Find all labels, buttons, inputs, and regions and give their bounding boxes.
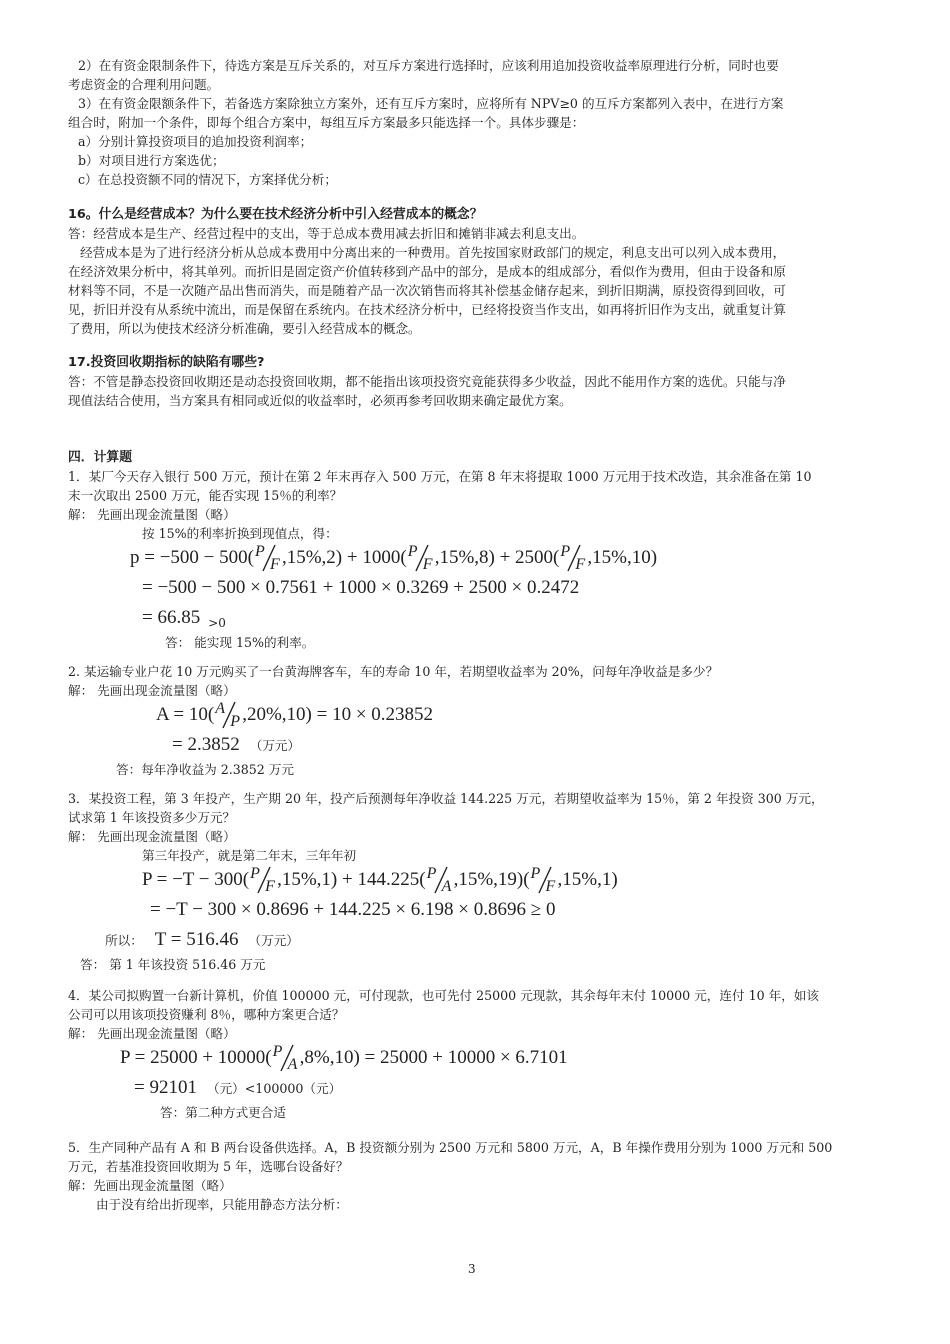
formula-text: p = −500 − 500( xyxy=(130,547,254,568)
fraction-numerator: P xyxy=(250,865,260,882)
text-line: 解： 先画出现金流量图（略） xyxy=(68,507,236,522)
text-line: 经营成本是为了进行经济分析从总成本费用中分离出来的一种费用。首先按国家财政部门的规定，利息支出可以列入成本费用， xyxy=(80,245,786,260)
text-line: 按 15%的利率折换到现值点，得： xyxy=(142,526,338,541)
text-line: 解： 先画出现金流量图（略） xyxy=(68,829,236,844)
text-line: 了费用，所以为使技术经济分析准确，要引入经营成本的概念。 xyxy=(68,321,421,336)
formula xyxy=(134,1073,197,1103)
formula-text: ,15%,1) + 144.225( xyxy=(277,869,426,890)
formula-text: A = 10( xyxy=(156,704,215,725)
text-line: 试求第 1 年该投资多少万元？ xyxy=(68,810,236,825)
formula-text: P = −T − 300( xyxy=(142,869,250,890)
text-line: 答：经营成本是生产、经营过程中的支出，等于总成本费用减去折旧和摊销非减去利息支出。 xyxy=(68,226,585,241)
question-17-heading: 17.投资回收期指标的缺陷有哪些? xyxy=(68,355,265,370)
text-line: 在经济效果分析中，将其单列。而折旧是固定资产价值转移到产品中的部分，是成本的组成部分，看似作为费用，但由于设备和原 xyxy=(68,264,786,279)
fraction-denominator: F xyxy=(422,556,433,573)
formula-text: ,15%,10) xyxy=(587,547,658,568)
formula xyxy=(130,543,657,573)
fraction-numerator: P xyxy=(272,1043,283,1060)
fraction-numerator: P xyxy=(560,543,571,560)
text-line: 解：先画出现金流量图（略） xyxy=(68,1178,232,1193)
text-line: 由于没有给出折现率，只能用静态方法分析： xyxy=(96,1197,348,1212)
document-page xyxy=(68,56,908,1214)
fraction-denominator: F xyxy=(545,878,556,895)
formula-text: P = 25000 + 10000( xyxy=(120,1047,272,1068)
text-line: 第三年投产，就是第二年末，三年年初 xyxy=(142,848,357,863)
fraction-denominator: F xyxy=(265,878,275,895)
factor-fraction xyxy=(272,1043,300,1073)
factor-fraction xyxy=(407,543,435,573)
fraction-numerator: P xyxy=(254,543,265,560)
formula-text: = 2.3852 xyxy=(172,734,240,755)
text-line: 末一次取出 2500 万元，能否实现 15％的利率？ xyxy=(68,488,343,503)
text-line: 公司可以用该项投资赚利 8％，哪种方案更合适？ xyxy=(68,1007,345,1022)
fraction-numerator: A xyxy=(215,700,225,717)
page-number: 3 xyxy=(468,1262,476,1276)
step-a: a）分别计算投资项目的追加投资利润率； xyxy=(78,134,313,149)
text-line: 组合时，附加一个条件，即每个组合方案中，每组互斥方案最多只能选择一个。具体步骤是： xyxy=(68,115,585,130)
text-line: 3．某投资工程，第 3 年投产，生产期 20 年，投产后预测每年净收益 144.225 万元，若期望收益率为 15％，第 2 年投资 300 万元， xyxy=(68,791,824,806)
text-line: 4．某公司拟购置一台新计算机，价值 100000 元，可付现款，也可先付 25000 元现款，其余每年末付 10000 元，连付 10 年，如该 xyxy=(68,988,819,1003)
fraction-numerator: P xyxy=(426,865,437,882)
factor-fraction xyxy=(426,865,454,895)
text-line: 2. 某运输专业户花 10 万元购买了一台黄海牌客车，车的寿命 10 年，若期望收益率为 20%，问每年净收益是多少？ xyxy=(68,664,719,679)
text-line: （万元） xyxy=(248,932,299,948)
step-b: b）对项目进行方案选优； xyxy=(78,153,225,168)
factor-fraction xyxy=(249,865,277,895)
text-line: 解： 先画出现金流量图（略） xyxy=(68,1026,236,1041)
fraction-numerator: P xyxy=(407,543,418,560)
formula xyxy=(150,895,555,925)
text-line: 万元，若基准投资回收期为 5 年，选哪台设备好？ xyxy=(68,1159,349,1174)
fraction-numerator: P xyxy=(530,865,541,882)
formula-text: = 66.85 xyxy=(142,607,201,628)
text-line: 2）在有资金限制条件下，待选方案是互斥关系的，对互斥方案进行选择时，应该利用追加投资收益率原理进行分析，同时也要 xyxy=(78,58,779,73)
text-line: 考虑资金的合理利用问题。 xyxy=(68,77,220,92)
formula xyxy=(156,700,433,730)
formula-text: T = 516.46 xyxy=(154,929,239,950)
question-16-heading: 16。什么是经营成本？为什么要在技术经济分析中引入经营成本的概念？ xyxy=(68,207,483,222)
text-line: 5．生产同种产品有 A 和 B 两台设备供选择。A，B 投资额分别为 2500 万元和 5800 万元，A，B 年操作费用分别为 1000 万元和 500 xyxy=(68,1140,833,1155)
text-line: 所以： xyxy=(105,932,143,948)
formula-text: ,15%,19)( xyxy=(453,869,530,890)
step-c: c）在总投资额不同的情况下，方案择优分析； xyxy=(78,172,337,187)
formula-text: ,15%,1) xyxy=(557,869,618,890)
formula-text: ,20%,10) = 10 × 0.23852 xyxy=(242,704,434,725)
text-line: 现值法结合使用，当方案具有相同或近似的收益率时，必须再参考回收期来确定最优方案。 xyxy=(68,393,572,408)
text-line: （万元） xyxy=(249,737,301,753)
answer: 答：第二种方式更合适 xyxy=(160,1105,286,1120)
formula xyxy=(120,1043,568,1073)
text-line: >0 xyxy=(208,615,226,630)
fraction-denominator: F xyxy=(575,556,586,573)
formula xyxy=(155,925,239,955)
formula-text: = −T − 300 × 0.8696 + 144.225 × 6.198 × 0.8696 ≥ 0 xyxy=(150,899,556,920)
formula xyxy=(142,865,618,895)
formula-text: ,8%,10) = 25000 + 10000 × 6.7101 xyxy=(299,1047,568,1068)
factor-fraction xyxy=(559,543,587,573)
formula xyxy=(172,730,240,760)
fraction-denominator: F xyxy=(269,556,280,573)
text-line: 答：不管是静态投资回收期还是动态投资回收期，都不能指出该项投资究竟能获得多少收益，因此不能用作方案的选优。只能与净 xyxy=(68,374,786,389)
fraction-denominator: P xyxy=(230,713,240,730)
text-line: 1．某厂今天存入银行 500 万元，预计在第 2 年末再存入 500 万元，在第 8 年末将提取 1000 万元用于技术改造，其余准备在第 10 xyxy=(68,469,812,484)
text-line: 材料等不同，不是一次随产品出售而消失，而是随着产品一次次销售而将其补偿基金储存起来，到折旧期满，原投资得到回收，可 xyxy=(68,283,786,298)
factor-fraction xyxy=(254,543,282,573)
formula xyxy=(142,573,579,603)
answer: 答：每年净收益为 2.3852 万元 xyxy=(116,762,295,777)
formula-text: ,15%,8) + 2500( xyxy=(434,547,560,568)
text-line: 3）在有资金限额条件下，若备选方案除独立方案外，还有互斥方案时，应将所有 NPV≥0 的互斥方案都列入表中，在进行方案 xyxy=(78,96,784,111)
fraction-denominator: A xyxy=(441,878,452,895)
answer: 答： 能实现 15%的利率。 xyxy=(165,635,315,650)
section-heading: 四．计算题 xyxy=(68,450,132,465)
formula xyxy=(142,603,200,633)
text-line: （元）<100000（元） xyxy=(206,1080,342,1096)
factor-fraction xyxy=(530,865,558,895)
formula-text: ,15%,2) + 1000( xyxy=(281,547,407,568)
fraction-denominator: A xyxy=(287,1056,298,1073)
factor-fraction xyxy=(214,700,242,730)
answer: 答： 第 1 年该投资 516.46 万元 xyxy=(80,957,266,972)
formula-text: = 92101 xyxy=(134,1077,197,1098)
text-line: 解： 先画出现金流量图（略） xyxy=(68,683,236,698)
formula-text: = −500 − 500 × 0.7561 + 1000 × 0.3269 + 2500 × 0.2472 xyxy=(142,577,580,598)
text-line: 见，折旧并没有从系统中流出，而是保留在系统内。在技术经济分析中，已经将投资当作支出，如再将折旧作为支出，就重复计算 xyxy=(68,302,786,317)
